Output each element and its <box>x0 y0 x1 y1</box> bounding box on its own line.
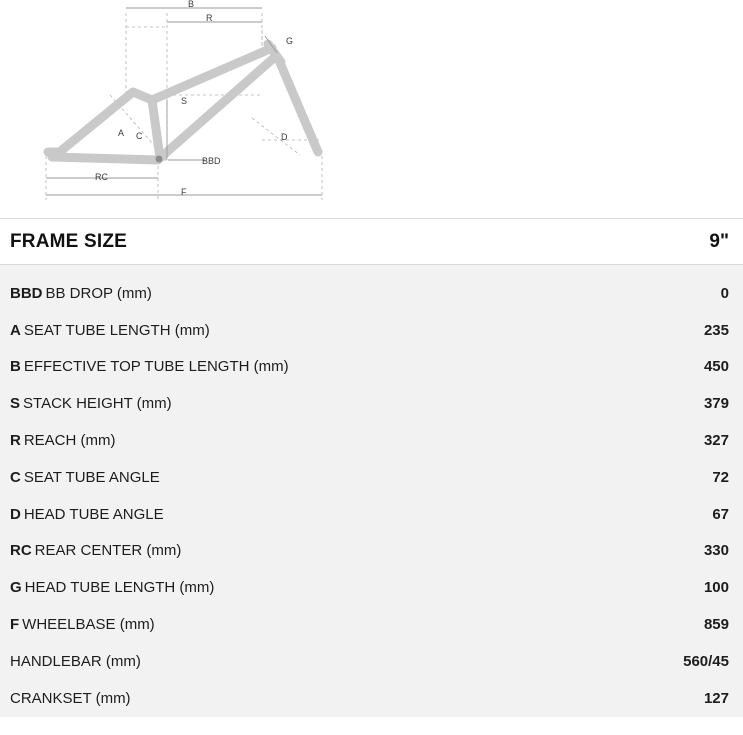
spec-row <box>0 312 743 349</box>
spec-code: S <box>10 395 21 413</box>
spec-row <box>0 533 743 570</box>
spec-label-text: STACK HEIGHT (mm) <box>23 395 172 413</box>
spec-label-text: HEAD TUBE LENGTH (mm) <box>24 579 215 597</box>
diagram-label-F: F <box>181 187 187 197</box>
spec-label-text: BB DROP (mm) <box>45 284 152 302</box>
spec-code: F <box>10 616 20 634</box>
spec-label <box>10 285 152 302</box>
spec-row <box>0 422 743 459</box>
spec-label-text: SEAT TUBE ANGLE <box>23 468 160 486</box>
spec-label-text: REACH (mm) <box>23 432 116 450</box>
spec-label <box>10 432 116 449</box>
spec-label-text: CRANKSET (mm) <box>10 689 131 707</box>
spec-value: 0 <box>720 284 729 302</box>
spec-row <box>0 275 743 312</box>
spec-label <box>10 653 141 670</box>
spec-value: 379 <box>703 395 729 413</box>
spec-code: G <box>10 579 22 597</box>
spec-value: 560/45 <box>683 652 729 670</box>
spec-value: 127 <box>703 689 729 707</box>
spec-label-text: SEAT TUBE LENGTH (mm) <box>23 321 210 339</box>
spec-code: R <box>10 432 21 450</box>
bottom-bracket-point <box>156 156 163 163</box>
spec-value: 450 <box>703 358 729 376</box>
spec-label-text: WHEELBASE (mm) <box>22 616 155 634</box>
spec-code: D <box>10 505 21 523</box>
frame-geometry-diagram <box>0 0 743 218</box>
diagram-guidelines <box>46 13 322 200</box>
spec-value: 100 <box>703 579 729 597</box>
spec-row <box>0 385 743 422</box>
spec-label-text: REAR CENTER (mm) <box>34 542 182 560</box>
spec-value: 67 <box>712 505 729 523</box>
spec-code: A <box>10 321 21 339</box>
diagram-label-S: S <box>181 96 188 106</box>
spec-label <box>10 395 172 412</box>
spec-code: BBD <box>10 284 43 302</box>
spec-label <box>10 358 289 375</box>
spec-label <box>10 469 160 486</box>
frame-size-value: 9" <box>709 230 729 252</box>
spec-row <box>0 349 743 386</box>
spec-label <box>10 616 155 633</box>
spec-label-text: HEAD TUBE ANGLE <box>23 505 164 523</box>
spec-label <box>10 506 164 523</box>
spec-label <box>10 579 214 596</box>
diagram-label-R: R <box>206 13 213 23</box>
spec-value: 327 <box>703 432 729 450</box>
spec-value: 72 <box>712 468 729 486</box>
diagram-label-D: D <box>281 132 288 142</box>
spec-value: 859 <box>703 616 729 634</box>
diagram-label-B: B <box>188 0 195 9</box>
diagram-label-BBD: BBD <box>202 156 221 166</box>
spec-row <box>0 496 743 533</box>
spec-label-text: HANDLEBAR (mm) <box>10 652 141 670</box>
diagram-label-G: G <box>286 36 294 46</box>
spec-value: 330 <box>703 542 729 560</box>
diagram-label-C: C <box>136 131 143 141</box>
diagram-label-A: A <box>118 128 125 138</box>
frame-size-title: FRAME SIZE <box>10 230 128 252</box>
spec-code: RC <box>10 542 32 560</box>
spec-value: 235 <box>703 321 729 339</box>
spec-label <box>10 542 181 559</box>
frame-size-header <box>0 218 743 265</box>
spec-row <box>0 606 743 643</box>
spec-row <box>0 680 743 717</box>
spec-row <box>0 569 743 606</box>
spec-row <box>0 459 743 496</box>
diagram-label-RC: RC <box>95 172 108 182</box>
spec-label-text: EFFECTIVE TOP TUBE LENGTH (mm) <box>23 358 289 376</box>
spec-code: B <box>10 358 21 376</box>
spec-label <box>10 690 131 707</box>
frame-geometry-svg <box>0 0 743 218</box>
spec-row <box>0 643 743 680</box>
spec-label <box>10 322 210 339</box>
geometry-spec-table <box>0 265 743 717</box>
spec-code: C <box>10 468 21 486</box>
